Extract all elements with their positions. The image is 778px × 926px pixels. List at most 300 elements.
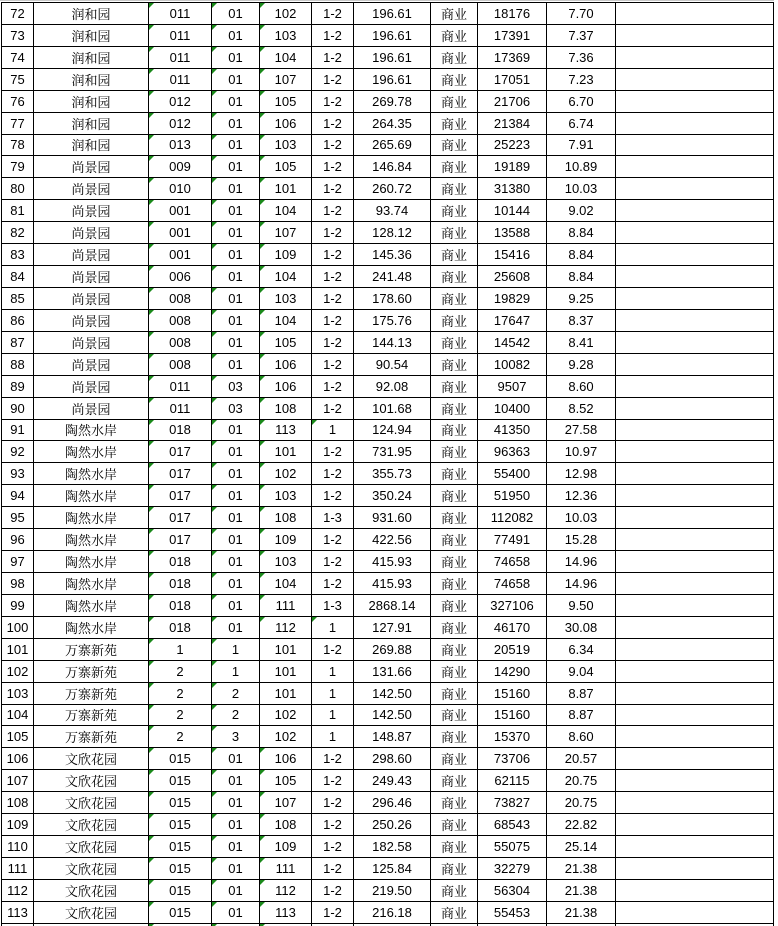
cell-unit-code[interactable] — [212, 529, 260, 551]
cell-building-code[interactable] — [149, 3, 212, 25]
cell-room-number[interactable] — [260, 266, 312, 288]
cell-community-name[interactable] — [34, 639, 149, 661]
cell-area[interactable] — [354, 595, 431, 617]
cell-room-number[interactable] — [260, 463, 312, 485]
cell-empty[interactable] — [616, 770, 774, 792]
cell-room-number[interactable] — [260, 639, 312, 661]
cell-floor-range[interactable] — [312, 200, 354, 222]
cell-unit-code[interactable] — [212, 332, 260, 354]
cell-area[interactable] — [354, 113, 431, 135]
cell-rate[interactable] — [547, 178, 616, 200]
cell-floor-range[interactable] — [312, 836, 354, 858]
cell-floor-range[interactable] — [312, 463, 354, 485]
cell-room-number[interactable] — [260, 902, 312, 924]
cell-row-number[interactable] — [2, 222, 34, 244]
cell-amount[interactable] — [478, 792, 547, 814]
cell-empty[interactable] — [616, 156, 774, 178]
cell-usage-type[interactable] — [431, 91, 478, 113]
cell-usage-type[interactable] — [431, 814, 478, 836]
cell-room-number[interactable] — [260, 661, 312, 683]
cell-area[interactable] — [354, 617, 431, 639]
cell-community-name[interactable] — [34, 441, 149, 463]
cell-floor-range[interactable] — [312, 639, 354, 661]
cell-room-number[interactable] — [260, 770, 312, 792]
cell-building-code[interactable] — [149, 332, 212, 354]
cell-rate[interactable] — [547, 573, 616, 595]
cell-rate[interactable] — [547, 639, 616, 661]
cell-usage-type[interactable] — [431, 3, 478, 25]
cell-building-code[interactable] — [149, 200, 212, 222]
cell-floor-range[interactable] — [312, 310, 354, 332]
cell-amount[interactable] — [478, 178, 547, 200]
cell-community-name[interactable] — [34, 880, 149, 902]
cell-unit-code[interactable] — [212, 858, 260, 880]
cell-area[interactable] — [354, 661, 431, 683]
cell-usage-type[interactable] — [431, 113, 478, 135]
cell-unit-code[interactable] — [212, 902, 260, 924]
cell-floor-range[interactable] — [312, 705, 354, 727]
cell-community-name[interactable] — [34, 705, 149, 727]
cell-row-number[interactable] — [2, 135, 34, 157]
cell-usage-type[interactable] — [431, 288, 478, 310]
cell-floor-range[interactable] — [312, 924, 354, 926]
cell-floor-range[interactable] — [312, 288, 354, 310]
cell-rate[interactable] — [547, 485, 616, 507]
cell-row-number[interactable] — [2, 814, 34, 836]
cell-floor-range[interactable] — [312, 135, 354, 157]
cell-row-number[interactable] — [2, 25, 34, 47]
cell-community-name[interactable] — [34, 135, 149, 157]
cell-rate[interactable] — [547, 420, 616, 442]
cell-area[interactable] — [354, 770, 431, 792]
cell-usage-type[interactable] — [431, 683, 478, 705]
cell-usage-type[interactable] — [431, 880, 478, 902]
cell-floor-range[interactable] — [312, 420, 354, 442]
cell-unit-code[interactable] — [212, 573, 260, 595]
cell-amount[interactable] — [478, 3, 547, 25]
cell-building-code[interactable] — [149, 792, 212, 814]
cell-empty[interactable] — [616, 661, 774, 683]
cell-room-number[interactable] — [260, 200, 312, 222]
cell-community-name[interactable] — [34, 792, 149, 814]
cell-building-code[interactable] — [149, 69, 212, 91]
cell-empty[interactable] — [616, 332, 774, 354]
cell-community-name[interactable] — [34, 113, 149, 135]
cell-room-number[interactable] — [260, 354, 312, 376]
cell-room-number[interactable] — [260, 792, 312, 814]
cell-building-code[interactable] — [149, 880, 212, 902]
cell-row-number[interactable] — [2, 441, 34, 463]
cell-room-number[interactable] — [260, 595, 312, 617]
cell-area[interactable] — [354, 376, 431, 398]
cell-amount[interactable] — [478, 551, 547, 573]
cell-empty[interactable] — [616, 135, 774, 157]
cell-floor-range[interactable] — [312, 595, 354, 617]
cell-empty[interactable] — [616, 551, 774, 573]
cell-unit-code[interactable] — [212, 880, 260, 902]
cell-row-number[interactable] — [2, 748, 34, 770]
cell-room-number[interactable] — [260, 507, 312, 529]
cell-amount[interactable] — [478, 770, 547, 792]
cell-floor-range[interactable] — [312, 354, 354, 376]
cell-room-number[interactable] — [260, 113, 312, 135]
cell-area[interactable] — [354, 200, 431, 222]
cell-unit-code[interactable] — [212, 3, 260, 25]
cell-community-name[interactable] — [34, 551, 149, 573]
cell-rate[interactable] — [547, 748, 616, 770]
cell-row-number[interactable] — [2, 902, 34, 924]
cell-community-name[interactable] — [34, 398, 149, 420]
cell-unit-code[interactable] — [212, 748, 260, 770]
cell-unit-code[interactable] — [212, 420, 260, 442]
cell-rate[interactable] — [547, 792, 616, 814]
cell-amount[interactable] — [478, 924, 547, 926]
cell-amount[interactable] — [478, 376, 547, 398]
cell-building-code[interactable] — [149, 858, 212, 880]
cell-amount[interactable] — [478, 748, 547, 770]
cell-unit-code[interactable] — [212, 156, 260, 178]
cell-building-code[interactable] — [149, 398, 212, 420]
cell-area[interactable] — [354, 485, 431, 507]
cell-rate[interactable] — [547, 25, 616, 47]
cell-area[interactable] — [354, 529, 431, 551]
cell-amount[interactable] — [478, 595, 547, 617]
cell-room-number[interactable] — [260, 91, 312, 113]
cell-room-number[interactable] — [260, 880, 312, 902]
cell-usage-type[interactable] — [431, 200, 478, 222]
cell-usage-type[interactable] — [431, 310, 478, 332]
cell-community-name[interactable] — [34, 661, 149, 683]
cell-empty[interactable] — [616, 858, 774, 880]
cell-unit-code[interactable] — [212, 924, 260, 926]
cell-building-code[interactable] — [149, 47, 212, 69]
cell-rate[interactable] — [547, 595, 616, 617]
cell-usage-type[interactable] — [431, 25, 478, 47]
cell-community-name[interactable] — [34, 858, 149, 880]
cell-room-number[interactable] — [260, 3, 312, 25]
cell-room-number[interactable] — [260, 244, 312, 266]
cell-empty[interactable] — [616, 310, 774, 332]
cell-row-number[interactable] — [2, 485, 34, 507]
cell-empty[interactable] — [616, 200, 774, 222]
cell-row-number[interactable] — [2, 858, 34, 880]
cell-usage-type[interactable] — [431, 485, 478, 507]
cell-area[interactable] — [354, 836, 431, 858]
cell-area[interactable] — [354, 463, 431, 485]
cell-building-code[interactable] — [149, 529, 212, 551]
cell-floor-range[interactable] — [312, 529, 354, 551]
cell-building-code[interactable] — [149, 836, 212, 858]
cell-building-code[interactable] — [149, 551, 212, 573]
cell-unit-code[interactable] — [212, 47, 260, 69]
cell-building-code[interactable] — [149, 726, 212, 748]
cell-building-code[interactable] — [149, 266, 212, 288]
cell-unit-code[interactable] — [212, 398, 260, 420]
cell-area[interactable] — [354, 441, 431, 463]
cell-rate[interactable] — [547, 332, 616, 354]
cell-room-number[interactable] — [260, 178, 312, 200]
cell-empty[interactable] — [616, 485, 774, 507]
cell-area[interactable] — [354, 420, 431, 442]
cell-room-number[interactable] — [260, 705, 312, 727]
cell-room-number[interactable] — [260, 683, 312, 705]
cell-usage-type[interactable] — [431, 69, 478, 91]
cell-rate[interactable] — [547, 354, 616, 376]
cell-usage-type[interactable] — [431, 639, 478, 661]
cell-area[interactable] — [354, 726, 431, 748]
cell-rate[interactable] — [547, 69, 616, 91]
cell-empty[interactable] — [616, 573, 774, 595]
cell-unit-code[interactable] — [212, 178, 260, 200]
cell-community-name[interactable] — [34, 200, 149, 222]
cell-row-number[interactable] — [2, 529, 34, 551]
cell-floor-range[interactable] — [312, 222, 354, 244]
cell-community-name[interactable] — [34, 47, 149, 69]
cell-usage-type[interactable] — [431, 529, 478, 551]
cell-row-number[interactable] — [2, 705, 34, 727]
cell-building-code[interactable] — [149, 485, 212, 507]
cell-rate[interactable] — [547, 705, 616, 727]
cell-unit-code[interactable] — [212, 836, 260, 858]
cell-row-number[interactable] — [2, 398, 34, 420]
cell-rate[interactable] — [547, 244, 616, 266]
cell-usage-type[interactable] — [431, 595, 478, 617]
cell-usage-type[interactable] — [431, 156, 478, 178]
cell-usage-type[interactable] — [431, 792, 478, 814]
cell-usage-type[interactable] — [431, 573, 478, 595]
cell-rate[interactable] — [547, 880, 616, 902]
cell-community-name[interactable] — [34, 266, 149, 288]
cell-usage-type[interactable] — [431, 178, 478, 200]
cell-unit-code[interactable] — [212, 244, 260, 266]
cell-empty[interactable] — [616, 507, 774, 529]
cell-area[interactable] — [354, 792, 431, 814]
cell-building-code[interactable] — [149, 310, 212, 332]
cell-unit-code[interactable] — [212, 814, 260, 836]
cell-room-number[interactable] — [260, 485, 312, 507]
cell-room-number[interactable] — [260, 47, 312, 69]
cell-floor-range[interactable] — [312, 485, 354, 507]
cell-room-number[interactable] — [260, 814, 312, 836]
cell-row-number[interactable] — [2, 617, 34, 639]
cell-building-code[interactable] — [149, 135, 212, 157]
cell-building-code[interactable] — [149, 507, 212, 529]
cell-empty[interactable] — [616, 244, 774, 266]
cell-empty[interactable] — [616, 792, 774, 814]
cell-unit-code[interactable] — [212, 507, 260, 529]
cell-row-number[interactable] — [2, 595, 34, 617]
cell-empty[interactable] — [616, 47, 774, 69]
cell-empty[interactable] — [616, 924, 774, 926]
cell-building-code[interactable] — [149, 288, 212, 310]
cell-community-name[interactable] — [34, 69, 149, 91]
cell-unit-code[interactable] — [212, 222, 260, 244]
cell-floor-range[interactable] — [312, 25, 354, 47]
cell-usage-type[interactable] — [431, 441, 478, 463]
cell-empty[interactable] — [616, 441, 774, 463]
cell-row-number[interactable] — [2, 880, 34, 902]
cell-floor-range[interactable] — [312, 178, 354, 200]
cell-building-code[interactable] — [149, 25, 212, 47]
cell-amount[interactable] — [478, 485, 547, 507]
cell-building-code[interactable] — [149, 924, 212, 926]
cell-building-code[interactable] — [149, 902, 212, 924]
cell-empty[interactable] — [616, 288, 774, 310]
cell-row-number[interactable] — [2, 573, 34, 595]
cell-row-number[interactable] — [2, 924, 34, 926]
cell-amount[interactable] — [478, 266, 547, 288]
cell-building-code[interactable] — [149, 573, 212, 595]
cell-unit-code[interactable] — [212, 595, 260, 617]
cell-empty[interactable] — [616, 354, 774, 376]
cell-usage-type[interactable] — [431, 398, 478, 420]
cell-amount[interactable] — [478, 354, 547, 376]
cell-area[interactable] — [354, 639, 431, 661]
cell-community-name[interactable] — [34, 178, 149, 200]
cell-community-name[interactable] — [34, 156, 149, 178]
cell-row-number[interactable] — [2, 200, 34, 222]
cell-area[interactable] — [354, 25, 431, 47]
cell-unit-code[interactable] — [212, 661, 260, 683]
cell-unit-code[interactable] — [212, 726, 260, 748]
cell-empty[interactable] — [616, 222, 774, 244]
cell-room-number[interactable] — [260, 135, 312, 157]
cell-amount[interactable] — [478, 332, 547, 354]
cell-row-number[interactable] — [2, 420, 34, 442]
cell-room-number[interactable] — [260, 420, 312, 442]
cell-community-name[interactable] — [34, 244, 149, 266]
cell-amount[interactable] — [478, 200, 547, 222]
cell-community-name[interactable] — [34, 420, 149, 442]
cell-floor-range[interactable] — [312, 617, 354, 639]
cell-community-name[interactable] — [34, 25, 149, 47]
cell-area[interactable] — [354, 178, 431, 200]
cell-room-number[interactable] — [260, 726, 312, 748]
cell-empty[interactable] — [616, 69, 774, 91]
cell-rate[interactable] — [547, 222, 616, 244]
cell-amount[interactable] — [478, 91, 547, 113]
cell-floor-range[interactable] — [312, 156, 354, 178]
cell-community-name[interactable] — [34, 748, 149, 770]
cell-rate[interactable] — [547, 310, 616, 332]
cell-area[interactable] — [354, 135, 431, 157]
cell-row-number[interactable] — [2, 551, 34, 573]
cell-usage-type[interactable] — [431, 902, 478, 924]
cell-unit-code[interactable] — [212, 617, 260, 639]
cell-rate[interactable] — [547, 156, 616, 178]
cell-floor-range[interactable] — [312, 748, 354, 770]
cell-area[interactable] — [354, 858, 431, 880]
cell-empty[interactable] — [616, 25, 774, 47]
cell-amount[interactable] — [478, 639, 547, 661]
cell-area[interactable] — [354, 354, 431, 376]
cell-unit-code[interactable] — [212, 485, 260, 507]
cell-amount[interactable] — [478, 441, 547, 463]
cell-building-code[interactable] — [149, 639, 212, 661]
cell-usage-type[interactable] — [431, 726, 478, 748]
cell-row-number[interactable] — [2, 310, 34, 332]
cell-floor-range[interactable] — [312, 69, 354, 91]
cell-floor-range[interactable] — [312, 332, 354, 354]
cell-room-number[interactable] — [260, 617, 312, 639]
cell-unit-code[interactable] — [212, 770, 260, 792]
cell-rate[interactable] — [547, 266, 616, 288]
cell-room-number[interactable] — [260, 858, 312, 880]
cell-rate[interactable] — [547, 288, 616, 310]
cell-empty[interactable] — [616, 748, 774, 770]
cell-community-name[interactable] — [34, 463, 149, 485]
cell-community-name[interactable] — [34, 902, 149, 924]
cell-rate[interactable] — [547, 924, 616, 926]
cell-community-name[interactable] — [34, 310, 149, 332]
cell-floor-range[interactable] — [312, 814, 354, 836]
cell-rate[interactable] — [547, 836, 616, 858]
cell-amount[interactable] — [478, 705, 547, 727]
cell-floor-range[interactable] — [312, 902, 354, 924]
cell-rate[interactable] — [547, 770, 616, 792]
cell-community-name[interactable] — [34, 617, 149, 639]
cell-floor-range[interactable] — [312, 3, 354, 25]
cell-unit-code[interactable] — [212, 200, 260, 222]
cell-area[interactable] — [354, 288, 431, 310]
cell-row-number[interactable] — [2, 376, 34, 398]
cell-room-number[interactable] — [260, 924, 312, 926]
cell-area[interactable] — [354, 310, 431, 332]
cell-building-code[interactable] — [149, 178, 212, 200]
cell-amount[interactable] — [478, 310, 547, 332]
cell-rate[interactable] — [547, 376, 616, 398]
cell-community-name[interactable] — [34, 376, 149, 398]
cell-usage-type[interactable] — [431, 244, 478, 266]
cell-building-code[interactable] — [149, 683, 212, 705]
cell-rate[interactable] — [547, 726, 616, 748]
cell-row-number[interactable] — [2, 770, 34, 792]
cell-empty[interactable] — [616, 376, 774, 398]
cell-usage-type[interactable] — [431, 463, 478, 485]
cell-amount[interactable] — [478, 902, 547, 924]
cell-rate[interactable] — [547, 47, 616, 69]
cell-usage-type[interactable] — [431, 332, 478, 354]
cell-rate[interactable] — [547, 683, 616, 705]
cell-area[interactable] — [354, 551, 431, 573]
cell-area[interactable] — [354, 398, 431, 420]
cell-community-name[interactable] — [34, 924, 149, 926]
cell-rate[interactable] — [547, 507, 616, 529]
cell-building-code[interactable] — [149, 420, 212, 442]
cell-amount[interactable] — [478, 573, 547, 595]
cell-floor-range[interactable] — [312, 113, 354, 135]
cell-row-number[interactable] — [2, 156, 34, 178]
cell-room-number[interactable] — [260, 529, 312, 551]
cell-unit-code[interactable] — [212, 441, 260, 463]
cell-empty[interactable] — [616, 398, 774, 420]
cell-row-number[interactable] — [2, 836, 34, 858]
cell-amount[interactable] — [478, 880, 547, 902]
cell-building-code[interactable] — [149, 770, 212, 792]
cell-usage-type[interactable] — [431, 420, 478, 442]
cell-community-name[interactable] — [34, 222, 149, 244]
cell-rate[interactable] — [547, 463, 616, 485]
cell-community-name[interactable] — [34, 507, 149, 529]
cell-amount[interactable] — [478, 529, 547, 551]
cell-area[interactable] — [354, 902, 431, 924]
cell-empty[interactable] — [616, 529, 774, 551]
cell-area[interactable] — [354, 91, 431, 113]
cell-amount[interactable] — [478, 507, 547, 529]
cell-empty[interactable] — [616, 3, 774, 25]
cell-building-code[interactable] — [149, 222, 212, 244]
cell-row-number[interactable] — [2, 47, 34, 69]
